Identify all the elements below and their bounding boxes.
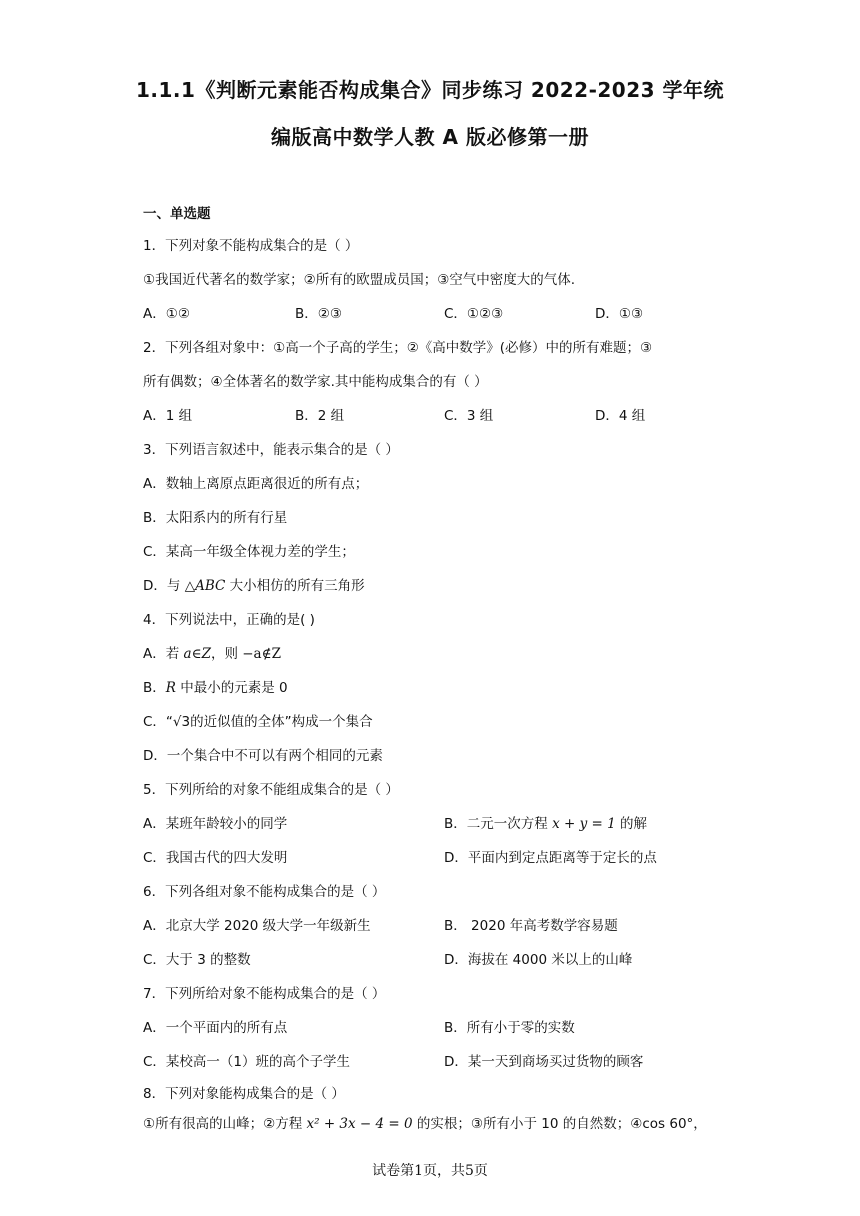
q4-option-a-mid: ，则 [210,646,243,662]
q6-option-c: C．大于 3 的整数 [143,952,251,968]
q7-option-a: A．一个平面内的所有点 [143,1020,288,1036]
q5-option-b-prefix: B．二元一次方程 [444,816,553,832]
document-title-line2: 编版高中数学人教 A 版必修第一册 [271,125,589,149]
q3-option-b: B．太阳系内的所有行星 [143,510,288,526]
q4-option-b-math: R [165,680,176,696]
question-4-stem: 4．下列说法中，正确的是( ) [143,612,315,628]
q5-option-b [444,814,647,834]
question-6-stem: 6．下列各组对象不能构成集合的是（ ） [143,884,386,900]
q5-option-b-suffix: 的解 [615,816,647,832]
q1-option-d: D．①③ [595,306,644,322]
question-8-stem: 8．下列对象能构成集合的是（ ） [143,1086,345,1102]
q7-option-c: C．某校高一（1）班的高个子学生 [143,1054,351,1070]
q8-equation: x² + 3x − 4 = 0 [306,1116,413,1132]
q6-option-d: D．海拔在 4000 米以上的山峰 [444,952,633,968]
q1-option-b: B．②③ [295,306,342,322]
question-1-items: ①我国近代著名的数学家；②所有的欧盟成员国；③空气中密度大的气体. [143,272,576,288]
q4-option-a [143,644,281,664]
section-heading: 一、单选题 [143,206,211,222]
q3-option-d-math: △ABC [184,578,226,594]
q1-option-a: A．①② [143,306,190,322]
q3-option-d-suffix: 大小相仿的所有三角形 [225,578,365,594]
question-8-items [143,1114,707,1134]
q8-items-prefix: ①所有很高的山峰；②方程 [143,1116,307,1132]
q6-option-b: B． 2020 年高考数学容易题 [444,918,618,934]
q2-option-b: B．2 组 [295,408,345,424]
q8-items-suffix: 的实根；③所有小于 10 的自然数；④cos 60°， [412,1116,707,1132]
q4-option-d: D．一个集合中不可以有两个相同的元素 [143,748,383,764]
page-footer: 试卷第1页，共5页 [372,1163,488,1179]
q2-option-c: C．3 组 [444,408,494,424]
q7-option-d: D．某一天到商场买过货物的顾客 [444,1054,644,1070]
q4-option-a-prefix: A．若 [143,646,184,662]
q5-option-d: D．平面内到定点距离等于定长的点 [444,850,657,866]
q5-option-b-math: x + y = 1 [552,816,616,832]
q4-option-c: C．“√3的近似值的全体”构成一个集合 [143,714,373,730]
q2-option-a: A．1 组 [143,408,193,424]
q5-option-c: C．我国古代的四大发明 [143,850,288,866]
question-7-stem: 7．下列所给对象不能构成集合的是（ ） [143,986,386,1002]
question-3-stem: 3．下列语言叙述中，能表示集合的是（ ） [143,442,399,458]
q3-option-d [143,576,365,596]
q4-option-a-math1: a∈Z [183,646,211,662]
q3-option-a: A．数轴上离原点距离很近的所有点； [143,476,369,492]
question-2-stem-cont: 所有偶数；④全体著名的数学家.其中能构成集合的有（ ） [143,374,488,390]
q3-option-d-prefix: D．与 [143,578,185,594]
question-5-stem: 5．下列所给的对象不能组成集合的是（ ） [143,782,399,798]
q1-option-c: C．①②③ [444,306,504,322]
q4-option-b [143,678,288,698]
document-title-line1: 1.1.1《判断元素能否构成集合》同步练习 2022-2023 学年统 [136,78,724,102]
q3-option-c: C．某高一年级全体视力差的学生； [143,544,355,560]
q6-option-a: A．北京大学 2020 级大学一年级新生 [143,918,371,934]
q4-option-a-math2: −a∉Z [242,646,281,662]
q7-option-b: B．所有小于零的实数 [444,1020,575,1036]
question-2-stem: 2．下列各组对象中：①高一个子高的学生；②《高中数学》(必修）中的所有难题；③ [143,340,653,356]
q2-option-d: D．4 组 [595,408,646,424]
q4-option-b-prefix: B． [143,680,166,696]
question-1-stem: 1．下列对象不能构成集合的是（ ） [143,238,359,254]
q5-option-a: A．某班年龄较小的同学 [143,816,288,832]
q4-option-b-suffix: 中最小的元素是 0 [175,680,288,696]
